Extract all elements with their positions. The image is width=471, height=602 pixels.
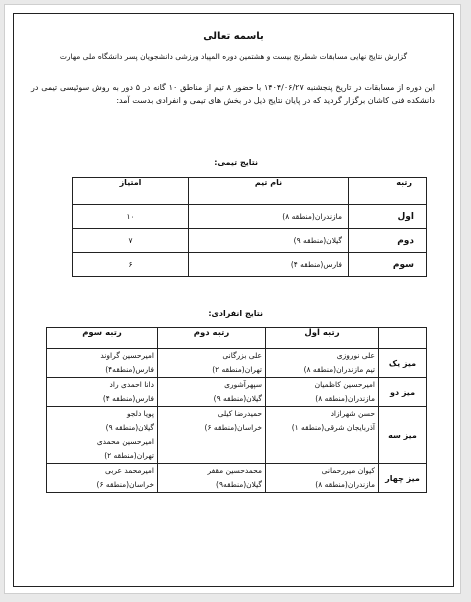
first-place-cell bbox=[266, 349, 379, 378]
individual-header-first: رتبه اول bbox=[266, 328, 379, 349]
third-place-cell bbox=[47, 464, 158, 493]
player-name: سپهرآشوری bbox=[224, 380, 262, 389]
team-rank: سوم bbox=[349, 253, 427, 277]
player-team: گیلان(منطقه ۹) bbox=[105, 423, 154, 432]
player-name: دانا احمدی راد bbox=[109, 380, 154, 389]
team-rank: اول bbox=[349, 205, 427, 229]
second-place-cell bbox=[158, 464, 266, 493]
player-team: تهران(منطقه ۲) bbox=[212, 365, 262, 374]
team-rank: دوم bbox=[349, 229, 427, 253]
team-score: ۱۰ bbox=[73, 205, 189, 229]
player-name: حمیدرضا کیلی bbox=[217, 409, 262, 418]
individual-table-header-row bbox=[47, 328, 427, 349]
third-place-cell bbox=[47, 349, 158, 378]
team-header-team: نام تیم bbox=[189, 178, 349, 205]
first-place-cell bbox=[266, 378, 379, 407]
player-name: کیوان میررحمانی bbox=[321, 466, 375, 475]
player-name: پویا دلجو bbox=[126, 409, 154, 418]
team-name: گیلان(منطقه ۹) bbox=[189, 229, 349, 253]
document-page bbox=[4, 4, 461, 594]
player-name: محمدحسین مقفر bbox=[207, 466, 262, 475]
team-results-table bbox=[72, 177, 427, 277]
intro-paragraph: این دوره از مسابقات در تاریخ پنجشنبه ۱۴۰۴/۰۶/۲۷ با حضور ۸ تیم از مناطق ۱۰ گانه در ۵ دور به روش سوئیسی تیمی در دانشکده فنی کاشان برگزار گردید که در پایان نتایج ذیل در بخش های تیمی و انفرادی بدست آمد: bbox=[31, 83, 435, 105]
board-label: میز دو bbox=[379, 378, 427, 407]
second-place-cell bbox=[158, 349, 266, 378]
individual-row bbox=[47, 407, 427, 464]
second-place-cell bbox=[158, 407, 266, 464]
player-team: فارس(منطقه ۴) bbox=[102, 394, 154, 403]
team-score: ۶ bbox=[73, 253, 189, 277]
player-name: حسن شهرازاد bbox=[330, 409, 375, 418]
player-name: امیرحسین محمدی bbox=[96, 437, 154, 446]
team-row bbox=[73, 229, 427, 253]
first-place-cell bbox=[266, 464, 379, 493]
board-label: میز سه bbox=[379, 407, 427, 464]
player-team: گیلان(منطقه۹) bbox=[216, 480, 262, 489]
individual-header-second: رتبه دوم bbox=[158, 328, 266, 349]
player-team: تیم مازندران(منطقه ۸) bbox=[303, 365, 375, 374]
player-name: علی بزرگانی bbox=[222, 351, 262, 360]
board-label: میز چهار bbox=[379, 464, 427, 493]
individual-results-heading: نتایج انفرادی: bbox=[208, 309, 263, 318]
second-place-cell bbox=[158, 378, 266, 407]
player-team: فارس(منطقه۴) bbox=[105, 365, 154, 374]
individual-results-table bbox=[46, 327, 427, 493]
first-place-cell bbox=[266, 407, 379, 464]
third-place-cell bbox=[47, 407, 158, 464]
document-subtitle: گزارش نتایج نهایی مسابقات شطرنج بیست و هشتمین دوره المپیاد ورزشی دانشجویان پسر دانشگاه ملی مهارت bbox=[59, 52, 408, 61]
player-team: تهران(منطقه ۲) bbox=[104, 451, 154, 460]
individual-row bbox=[47, 464, 427, 493]
player-name: امیرمحمد عربی bbox=[105, 466, 154, 475]
team-header-rank: رتبه bbox=[349, 178, 427, 205]
team-name: مازندران(منطقه ۸) bbox=[189, 205, 349, 229]
team-name: فارس(منطقه ۴) bbox=[189, 253, 349, 277]
team-results-heading: نتایج تیمی: bbox=[214, 158, 258, 167]
player-name: علی نوروزی bbox=[336, 351, 375, 360]
individual-header-board bbox=[379, 328, 427, 349]
player-team: گیلان(منطقه ۹) bbox=[213, 394, 262, 403]
third-place-cell bbox=[47, 378, 158, 407]
player-team: خراسان(منطقه ۶) bbox=[204, 423, 262, 432]
team-header-score: امتیاز bbox=[73, 178, 189, 205]
team-table-header-row bbox=[73, 178, 427, 205]
board-label: میز یک bbox=[379, 349, 427, 378]
player-name: امیرحسین گراوند bbox=[100, 351, 154, 360]
player-team: مازندران(منطقه ۸) bbox=[315, 480, 375, 489]
individual-row bbox=[47, 378, 427, 407]
player-team: خراسان(منطقه ۶) bbox=[96, 480, 154, 489]
individual-row bbox=[47, 349, 427, 378]
team-row bbox=[73, 253, 427, 277]
team-row bbox=[73, 205, 427, 229]
page-border bbox=[13, 13, 454, 587]
player-team: مازندران(منطقه ۸) bbox=[315, 394, 375, 403]
team-score: ۷ bbox=[73, 229, 189, 253]
player-team: آذربایجان شرقی(منطقه ۱) bbox=[291, 423, 375, 432]
individual-header-third: رتبه سوم bbox=[47, 328, 158, 349]
document-title: باسمه تعالی bbox=[203, 31, 264, 42]
player-name: امیرحسین کاظمیان bbox=[314, 380, 375, 389]
